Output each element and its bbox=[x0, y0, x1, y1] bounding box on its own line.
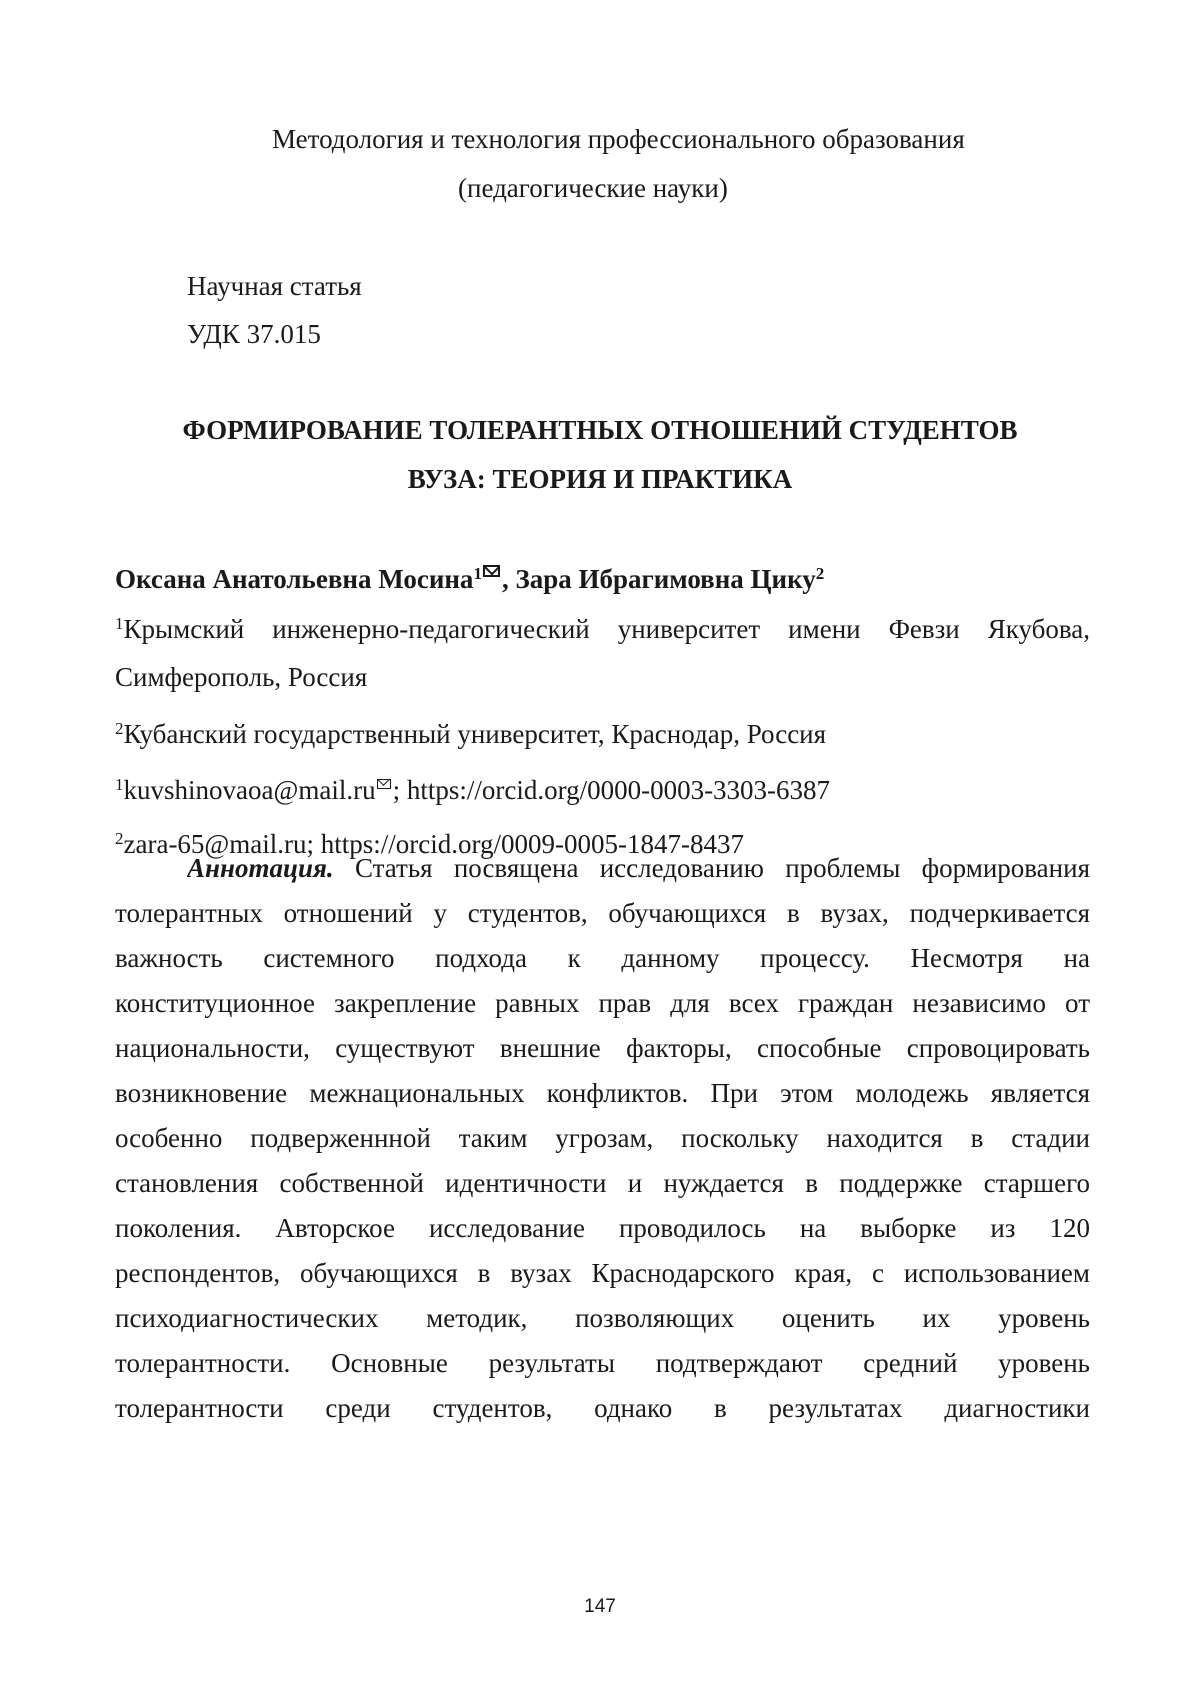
author-1-name: Оксана Анатольевна Мосина bbox=[115, 564, 474, 594]
author-1-orcid-link[interactable]: ; https://orcid.org/0000-0003-3303-6387 bbox=[392, 775, 831, 805]
abstract-line: становления собственной идентичности и нуждается в поддержке старшего bbox=[115, 1168, 1090, 1198]
author-separator: , bbox=[501, 564, 516, 594]
abstract-line: конституционное закрепление равных прав для всех граждан независимо от bbox=[115, 988, 1090, 1018]
abstract-line: респондентов, обучающихся в вузах Краснодарского края, с использованием bbox=[115, 1258, 1090, 1288]
abstract-line-1-text: Статья посвящена исследованию проблемы формирования bbox=[333, 853, 1090, 883]
affiliation-1-line-2: Симферополь, Россия bbox=[115, 662, 368, 692]
abstract-line: толерантности. Основные результаты подтверждают средний уровень bbox=[115, 1348, 1090, 1378]
article-title-line-1: ФОРМИРОВАНИЕ ТОЛЕРАНТНЫХ ОТНОШЕНИЙ СТУДЕНТОВ bbox=[182, 415, 1018, 445]
journal-rubric-line-1: Методология и технология профессионального образования bbox=[272, 124, 965, 154]
abstract-line: поколения. Авторское исследование проводилось на выборке из 120 bbox=[115, 1213, 1090, 1243]
abstract-line: психодиагностических методик, позволяющих оценить их уровень bbox=[115, 1303, 1090, 1333]
author-1-email-link[interactable]: kuvshinovaoa@mail.ru bbox=[123, 775, 376, 805]
abstract-line: толерантности среди студентов, однако в результатах диагностики bbox=[115, 1393, 1090, 1423]
author-1-affiliation-mark: 1 bbox=[473, 564, 482, 583]
page-number: 147 bbox=[584, 1596, 616, 1617]
article-type: Научная статья bbox=[187, 271, 362, 301]
affiliation-2-mark: 2 bbox=[115, 719, 124, 738]
affiliation-2-text: Кубанский государственный университет, Краснодар, Россия bbox=[123, 719, 827, 749]
journal-rubric-line-2: (педагогические науки) bbox=[458, 173, 728, 203]
affiliation-1-mark: 1 bbox=[115, 614, 124, 633]
contact-author-1 bbox=[115, 774, 830, 806]
abstract-line-1 bbox=[187, 852, 1090, 884]
abstract-line: особенно подверженнной таким угрозам, поскольку находится в стадии bbox=[115, 1123, 1090, 1153]
affiliation-1-text: Крымский инженерно-педагогический университет имени Февзи Якубова, bbox=[123, 614, 1090, 644]
contact-1-mark: 1 bbox=[115, 775, 124, 794]
author-2-name: Зара Ибрагимовна Цику bbox=[515, 564, 816, 594]
abstract-line: важность системного подхода к данному процессу. Несмотря на bbox=[115, 943, 1090, 973]
authors-line bbox=[115, 563, 824, 595]
udc-code: УДК 37.015 bbox=[187, 319, 321, 349]
author-2-affiliation-mark: 2 bbox=[815, 564, 825, 583]
contact-2-mark: 2 bbox=[115, 829, 124, 848]
abstract-line: национальности, существуют внешние факторы, способные спровоцировать bbox=[115, 1033, 1090, 1063]
author-2-contact-links[interactable]: zara-65@mail.ru; https://orcid.org/0009-0005-1847-8437 bbox=[123, 829, 744, 859]
article-title-line-2: ВУЗА: ТЕОРИЯ И ПРАКТИКА bbox=[407, 464, 793, 494]
email-envelope-icon bbox=[483, 565, 500, 577]
affiliation-1-line-1 bbox=[115, 613, 1090, 645]
affiliation-2 bbox=[115, 718, 826, 750]
abstract-label: Аннотация. bbox=[187, 853, 334, 883]
abstract-line: возникновение межнациональных конфликтов. При этом молодежь является bbox=[115, 1078, 1090, 1108]
abstract-line: толерантных отношений у студентов, обучающихся в вузах, подчеркивается bbox=[115, 898, 1090, 928]
email-envelope-icon bbox=[377, 779, 391, 789]
